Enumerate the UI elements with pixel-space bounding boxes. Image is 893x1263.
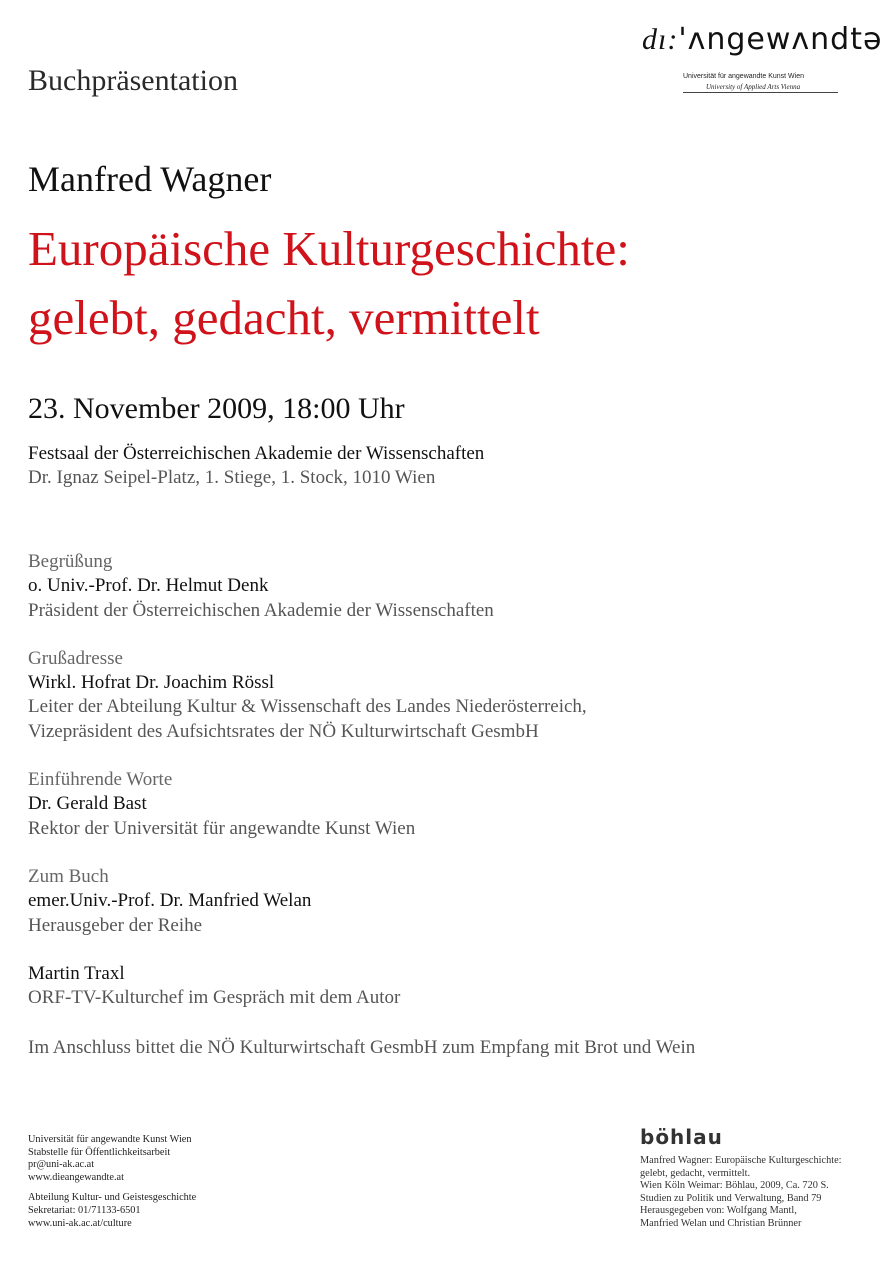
closing-note: Im Anschluss bittet die NÖ Kulturwirtschaft GesmbH zum Empfang mit Brot und Wein — [28, 1037, 696, 1058]
program-speaker: Wirkl. Hofrat Dr. Joachim Rössl — [28, 672, 275, 694]
program-speaker-title: Herausgeber der Reihe — [28, 914, 203, 936]
program-speaker-title: Vizepräsident des Aufsichtsrates der NÖ Kulturwirtschaft GesmbH — [28, 720, 539, 742]
footer-email[interactable]: pr@uni-ak.ac.at — [28, 1159, 95, 1171]
footer-spacer — [28, 1184, 196, 1192]
footer-contact — [28, 1134, 196, 1230]
program — [28, 550, 878, 1034]
footer-website[interactable]: www.uni-ak.ac.at/culture — [28, 1217, 132, 1229]
program-item — [28, 962, 878, 1011]
program-item — [28, 865, 878, 938]
footer-line: Stabstelle für Öffentlichkeitsarbeit — [28, 1146, 171, 1158]
bohlau-logo: böhlau — [640, 1125, 723, 1149]
event-type: Buchpräsentation — [28, 64, 238, 97]
program-role: Grußadresse — [28, 647, 123, 669]
book-info — [640, 1155, 842, 1231]
title-line: Europäische Kulturgeschichte: — [28, 221, 630, 276]
program-item — [28, 768, 878, 841]
angewandte-logo — [642, 22, 883, 57]
book-info-line: Studien zu Politik und Verwaltung, Band 79 — [640, 1192, 822, 1204]
program-speaker-title: ORF-TV-Kulturchef im Gespräch mit dem Autor — [28, 987, 401, 1009]
footer-phone: Sekretariat: 01/71133-6501 — [28, 1204, 141, 1216]
program-item — [28, 550, 878, 623]
program-role: Zum Buch — [28, 865, 109, 887]
address: Dr. Ignaz Seipel-Platz, 1. Stiege, 1. Stock, 1010 Wien — [28, 467, 436, 488]
program-speaker-title: Rektor der Universität für angewandte Kunst Wien — [28, 817, 416, 839]
book-title — [28, 214, 878, 352]
logo-prefix: dı: — [642, 23, 679, 56]
event-datetime: 23. November 2009, 18:00 Uhr — [28, 392, 405, 425]
logo-main: 'ʌngewʌndtə — [678, 22, 883, 57]
footer-line: Abteilung Kultur- und Geistesgeschichte — [28, 1192, 197, 1204]
logo-subtitle-en: University of Applied Arts Vienna — [706, 83, 801, 91]
program-item — [28, 647, 878, 744]
footer-website[interactable]: www.dieangewandte.at — [28, 1171, 124, 1183]
book-info-line: Wien Köln Weimar: Böhlau, 2009, Ca. 720 S. — [640, 1180, 829, 1192]
footer-line: Universität für angewandte Kunst Wien — [28, 1134, 192, 1145]
book-info-line: Manfred Wagner: Europäische Kulturgeschichte: — [640, 1155, 842, 1166]
program-speaker: Martin Traxl — [28, 962, 125, 984]
book-info-line: Manfried Welan und Christian Brünner — [640, 1217, 802, 1229]
program-speaker-title: Leiter der Abteilung Kultur & Wissenschaft des Landes Niederösterreich, — [28, 696, 587, 718]
logo-subtitle-de: Universität für angewandte Kunst Wien — [683, 73, 805, 80]
program-speaker: o. Univ.-Prof. Dr. Helmut Denk — [28, 575, 269, 597]
program-role: Begrüßung — [28, 551, 113, 572]
program-role: Einführende Worte — [28, 769, 173, 791]
program-speaker: Dr. Gerald Bast — [28, 793, 147, 815]
book-info-line: gelebt, gedacht, vermittelt. — [640, 1167, 751, 1179]
book-info-line: Herausgegeben von: Wolfgang Mantl, — [640, 1205, 797, 1217]
author: Manfred Wagner — [28, 159, 272, 199]
program-speaker: emer.Univ.-Prof. Dr. Manfried Welan — [28, 890, 312, 912]
venue: Festsaal der Österreichischen Akademie der Wissenschaften — [28, 443, 485, 464]
program-speaker-title: Präsident der Österreichischen Akademie der Wissenschaften — [28, 599, 494, 621]
title-line: gelebt, gedacht, vermittelt — [28, 290, 540, 345]
logo-rule — [683, 92, 838, 93]
